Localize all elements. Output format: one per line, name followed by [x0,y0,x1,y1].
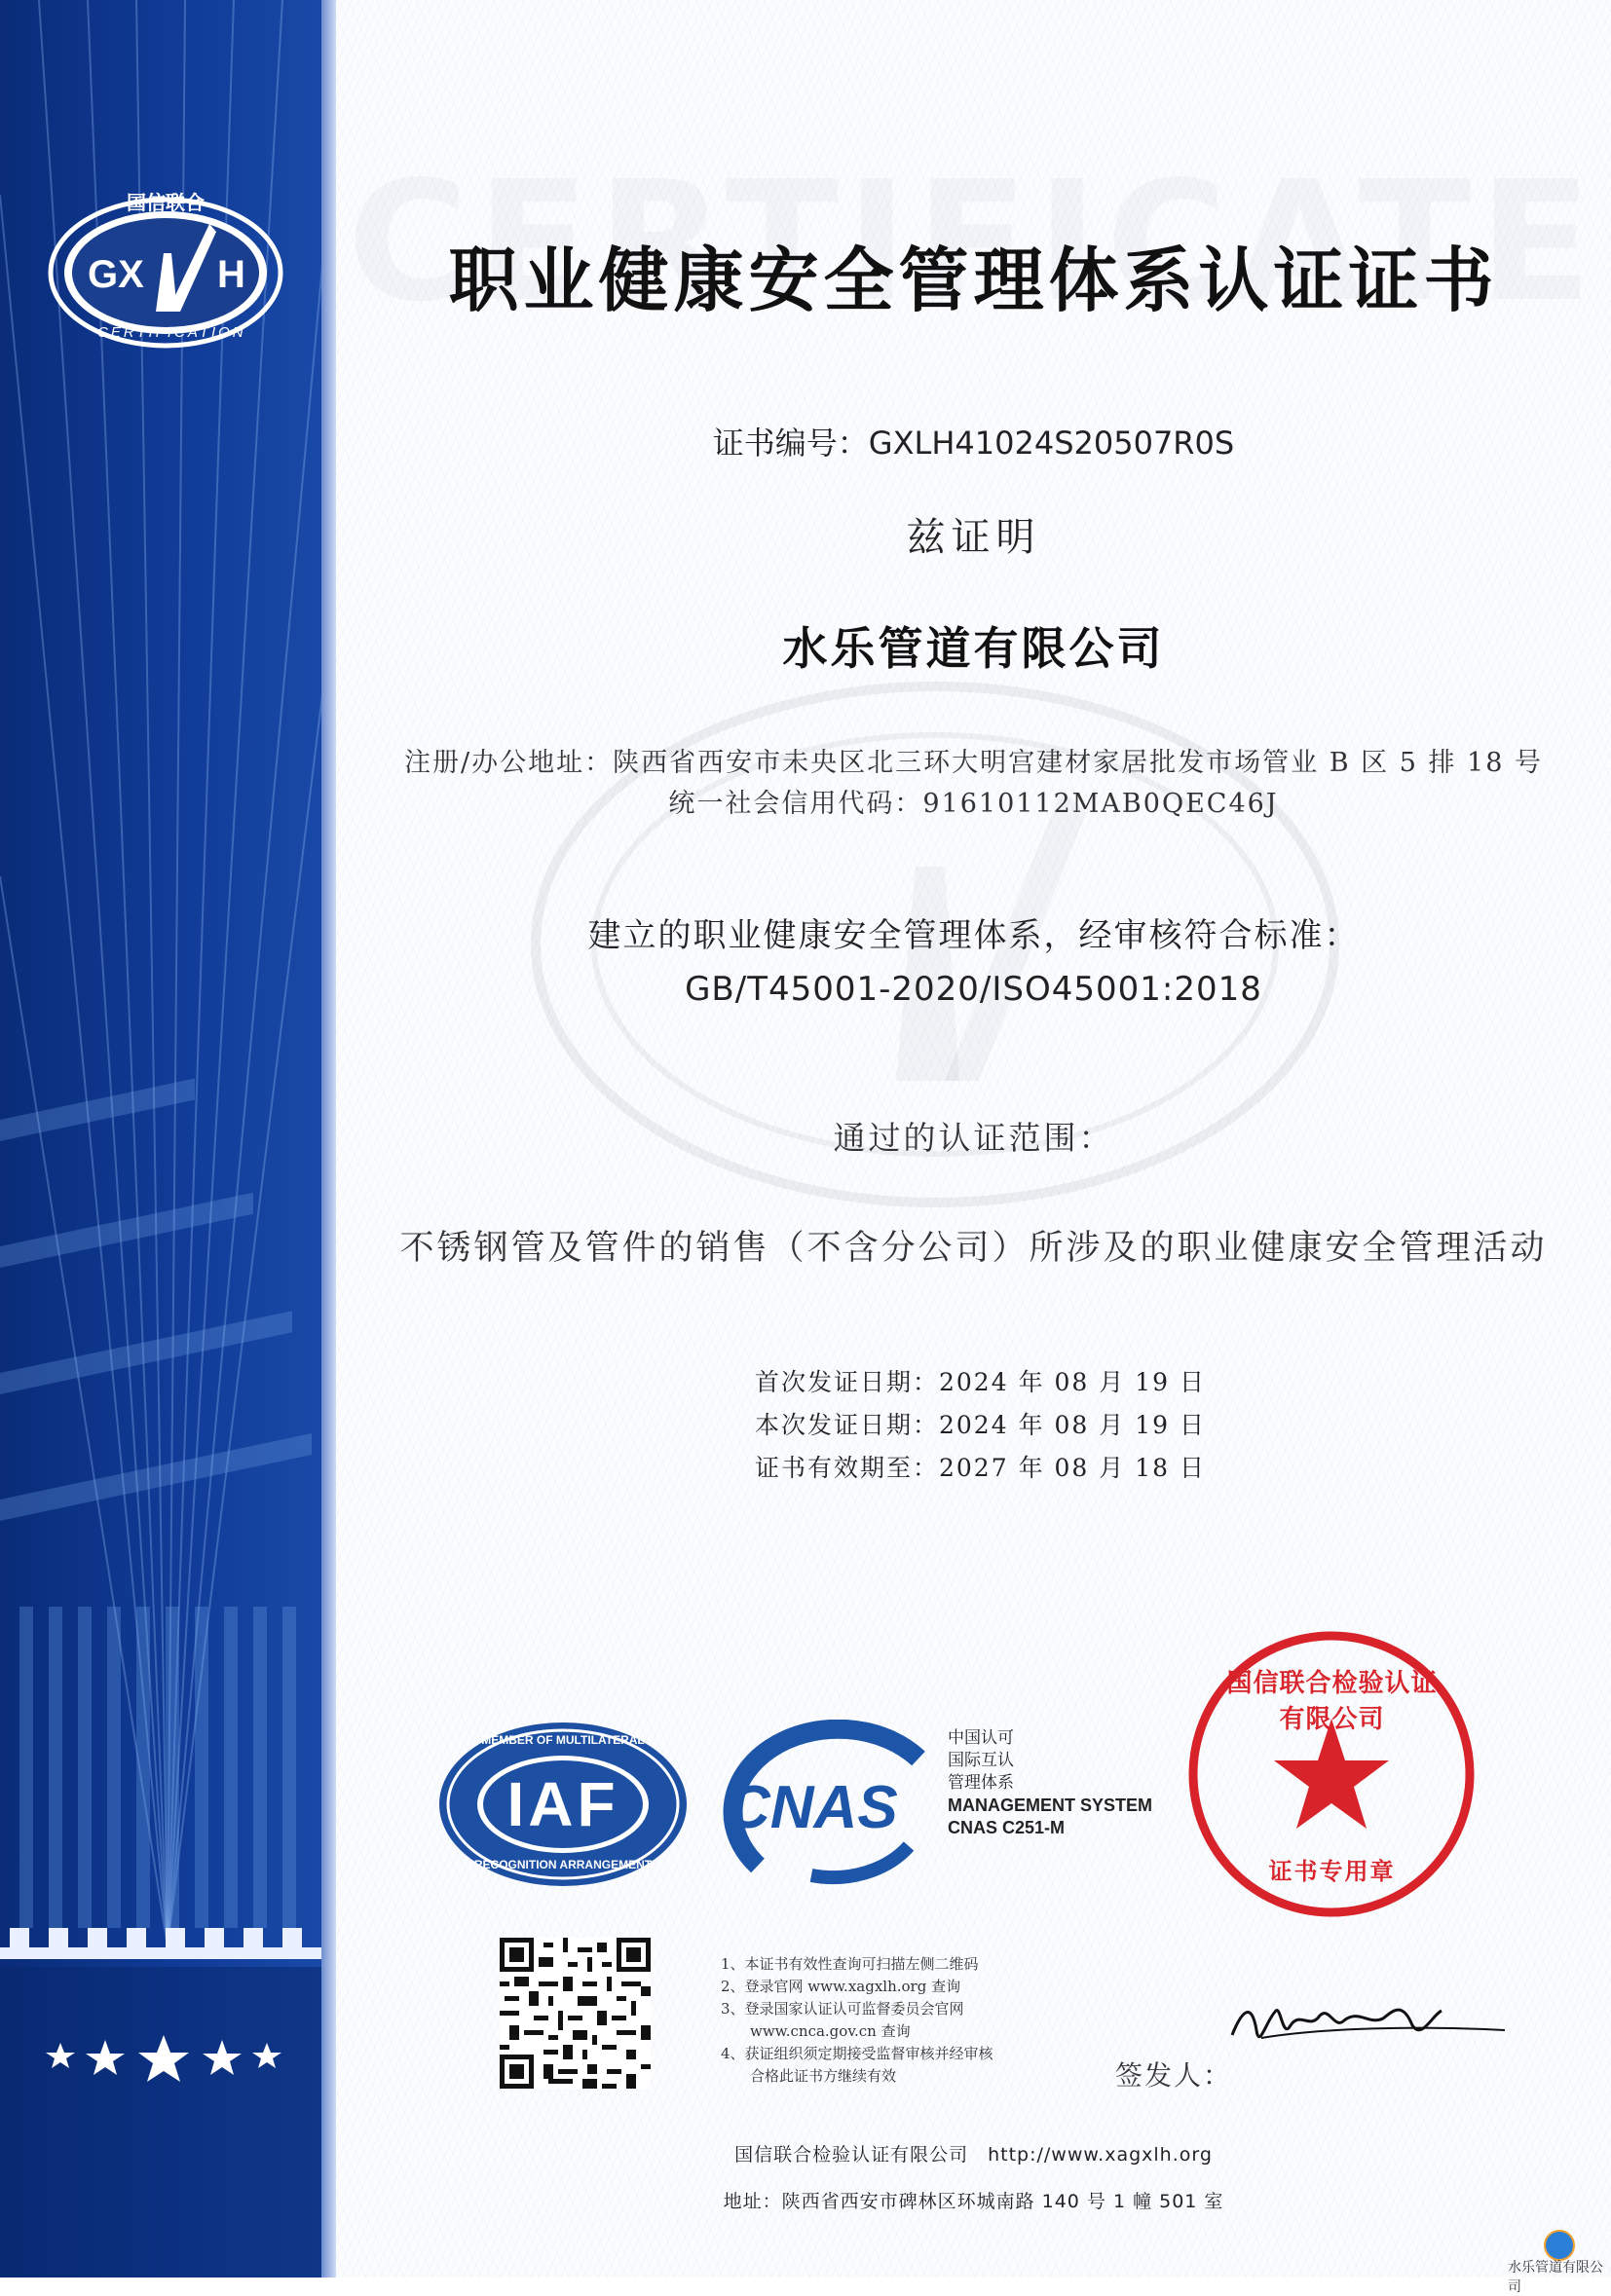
qr-code[interactable] [500,1938,651,2089]
official-seal [1183,1626,1480,1923]
cnas-line-5: CNAS C251-M [948,1818,1066,1837]
cnas-line-4: MANAGEMENT SYSTEM [948,1796,1153,1815]
address-block [336,743,1611,825]
certificate-title: 职业健康安全管理体系认证证书 [448,240,1499,321]
valid-until-date: 证书有效期至：2027 年 08 月 18 日 [755,1454,1206,1482]
seal-ring-text: 国信联合检验认证有限公司 [1226,1669,1438,1734]
date-block [755,1361,1261,1490]
company-name: 水乐管道有限公司 [782,622,1165,675]
certificate-number: 证书编号：GXLH41024S20507R0S [712,425,1235,462]
gxlh-main-text: GX [88,253,144,296]
cnas-caption [948,1727,1152,1839]
standard-value: GB/T45001-2020/ISO45001:2018 [685,970,1262,1009]
iaf-main-text: IAF [506,1769,619,1839]
seal-bottom-text: 证书专用章 [1268,1858,1396,1885]
note-3: 3、登录国家认证认可监督委员会官网 [721,2000,964,2018]
scope-value: 不锈钢管及管件的销售（不含分公司）所涉及的职业健康安全管理活动 [399,1229,1548,1268]
cnas-line-3: 管理体系 [948,1773,1014,1793]
iaf-ring-bottom: RECOGNITION ARRANGEMENT [473,1858,653,1871]
band-edge [321,0,336,2277]
verification-notes [721,1953,1130,2088]
registered-address: 注册/办公地址：陕西省西安市未央区北三环大明宫建材家居批发市场管业 B 区 5 排 18 号 [404,748,1543,778]
note-1: 1、本证书有效性查询可扫描左侧二维码 [721,1955,979,1973]
corner-company-label: 水乐管道有限公司 [1508,2260,1603,2295]
signer-label: 签发人： [1115,2059,1233,2092]
credit-code: 统一社会信用代码：91610112MAB0QEC46J [668,789,1279,819]
note-4: 4、获证组织须定期接受监督审核并经审核 [721,2045,993,2062]
signature [1222,1981,1515,2059]
note-4-cont: 合格此证书方继续有效 [750,2067,897,2085]
gxlh-tail-text: H [217,253,245,296]
issuer-address: 地址：陕西省西安市碑林区环城南路 140 号 1 幢 501 室 [723,2191,1224,2212]
iaf-ring-top: MEMBER OF MULTILATERAL [481,1733,645,1747]
first-issue-date: 首次发证日期：2024 年 08 月 19 日 [755,1368,1206,1396]
cnas-logo [719,1720,943,1890]
cnas-line-2: 国际互认 [948,1751,1014,1770]
iaf-logo [436,1720,690,1890]
this-issue-date: 本次发证日期：2024 年 08 月 19 日 [755,1411,1206,1439]
cnas-main-text: CNAS [727,1774,898,1841]
gxlh-logo [39,185,292,360]
cnas-line-1: 中国认可 [948,1728,1014,1748]
issuer-footer: 国信联合检验认证有限公司 http://www.xagxlh.org [734,2144,1213,2166]
note-2: 2、登录官网 www.xagxlh.org 查询 [721,1978,961,1995]
standard-heading: 建立的职业健康安全管理体系，经审核符合标准： [587,916,1360,955]
gxlh-ring-text: CERTIFICATION [97,324,246,341]
scope-heading: 通过的认证范围： [833,1119,1114,1157]
gxlh-top-text: 国信联合 [127,191,205,214]
hereby-certify: 兹证明 [906,515,1041,560]
note-3-url: www.cnca.gov.cn 查询 [750,2022,911,2040]
